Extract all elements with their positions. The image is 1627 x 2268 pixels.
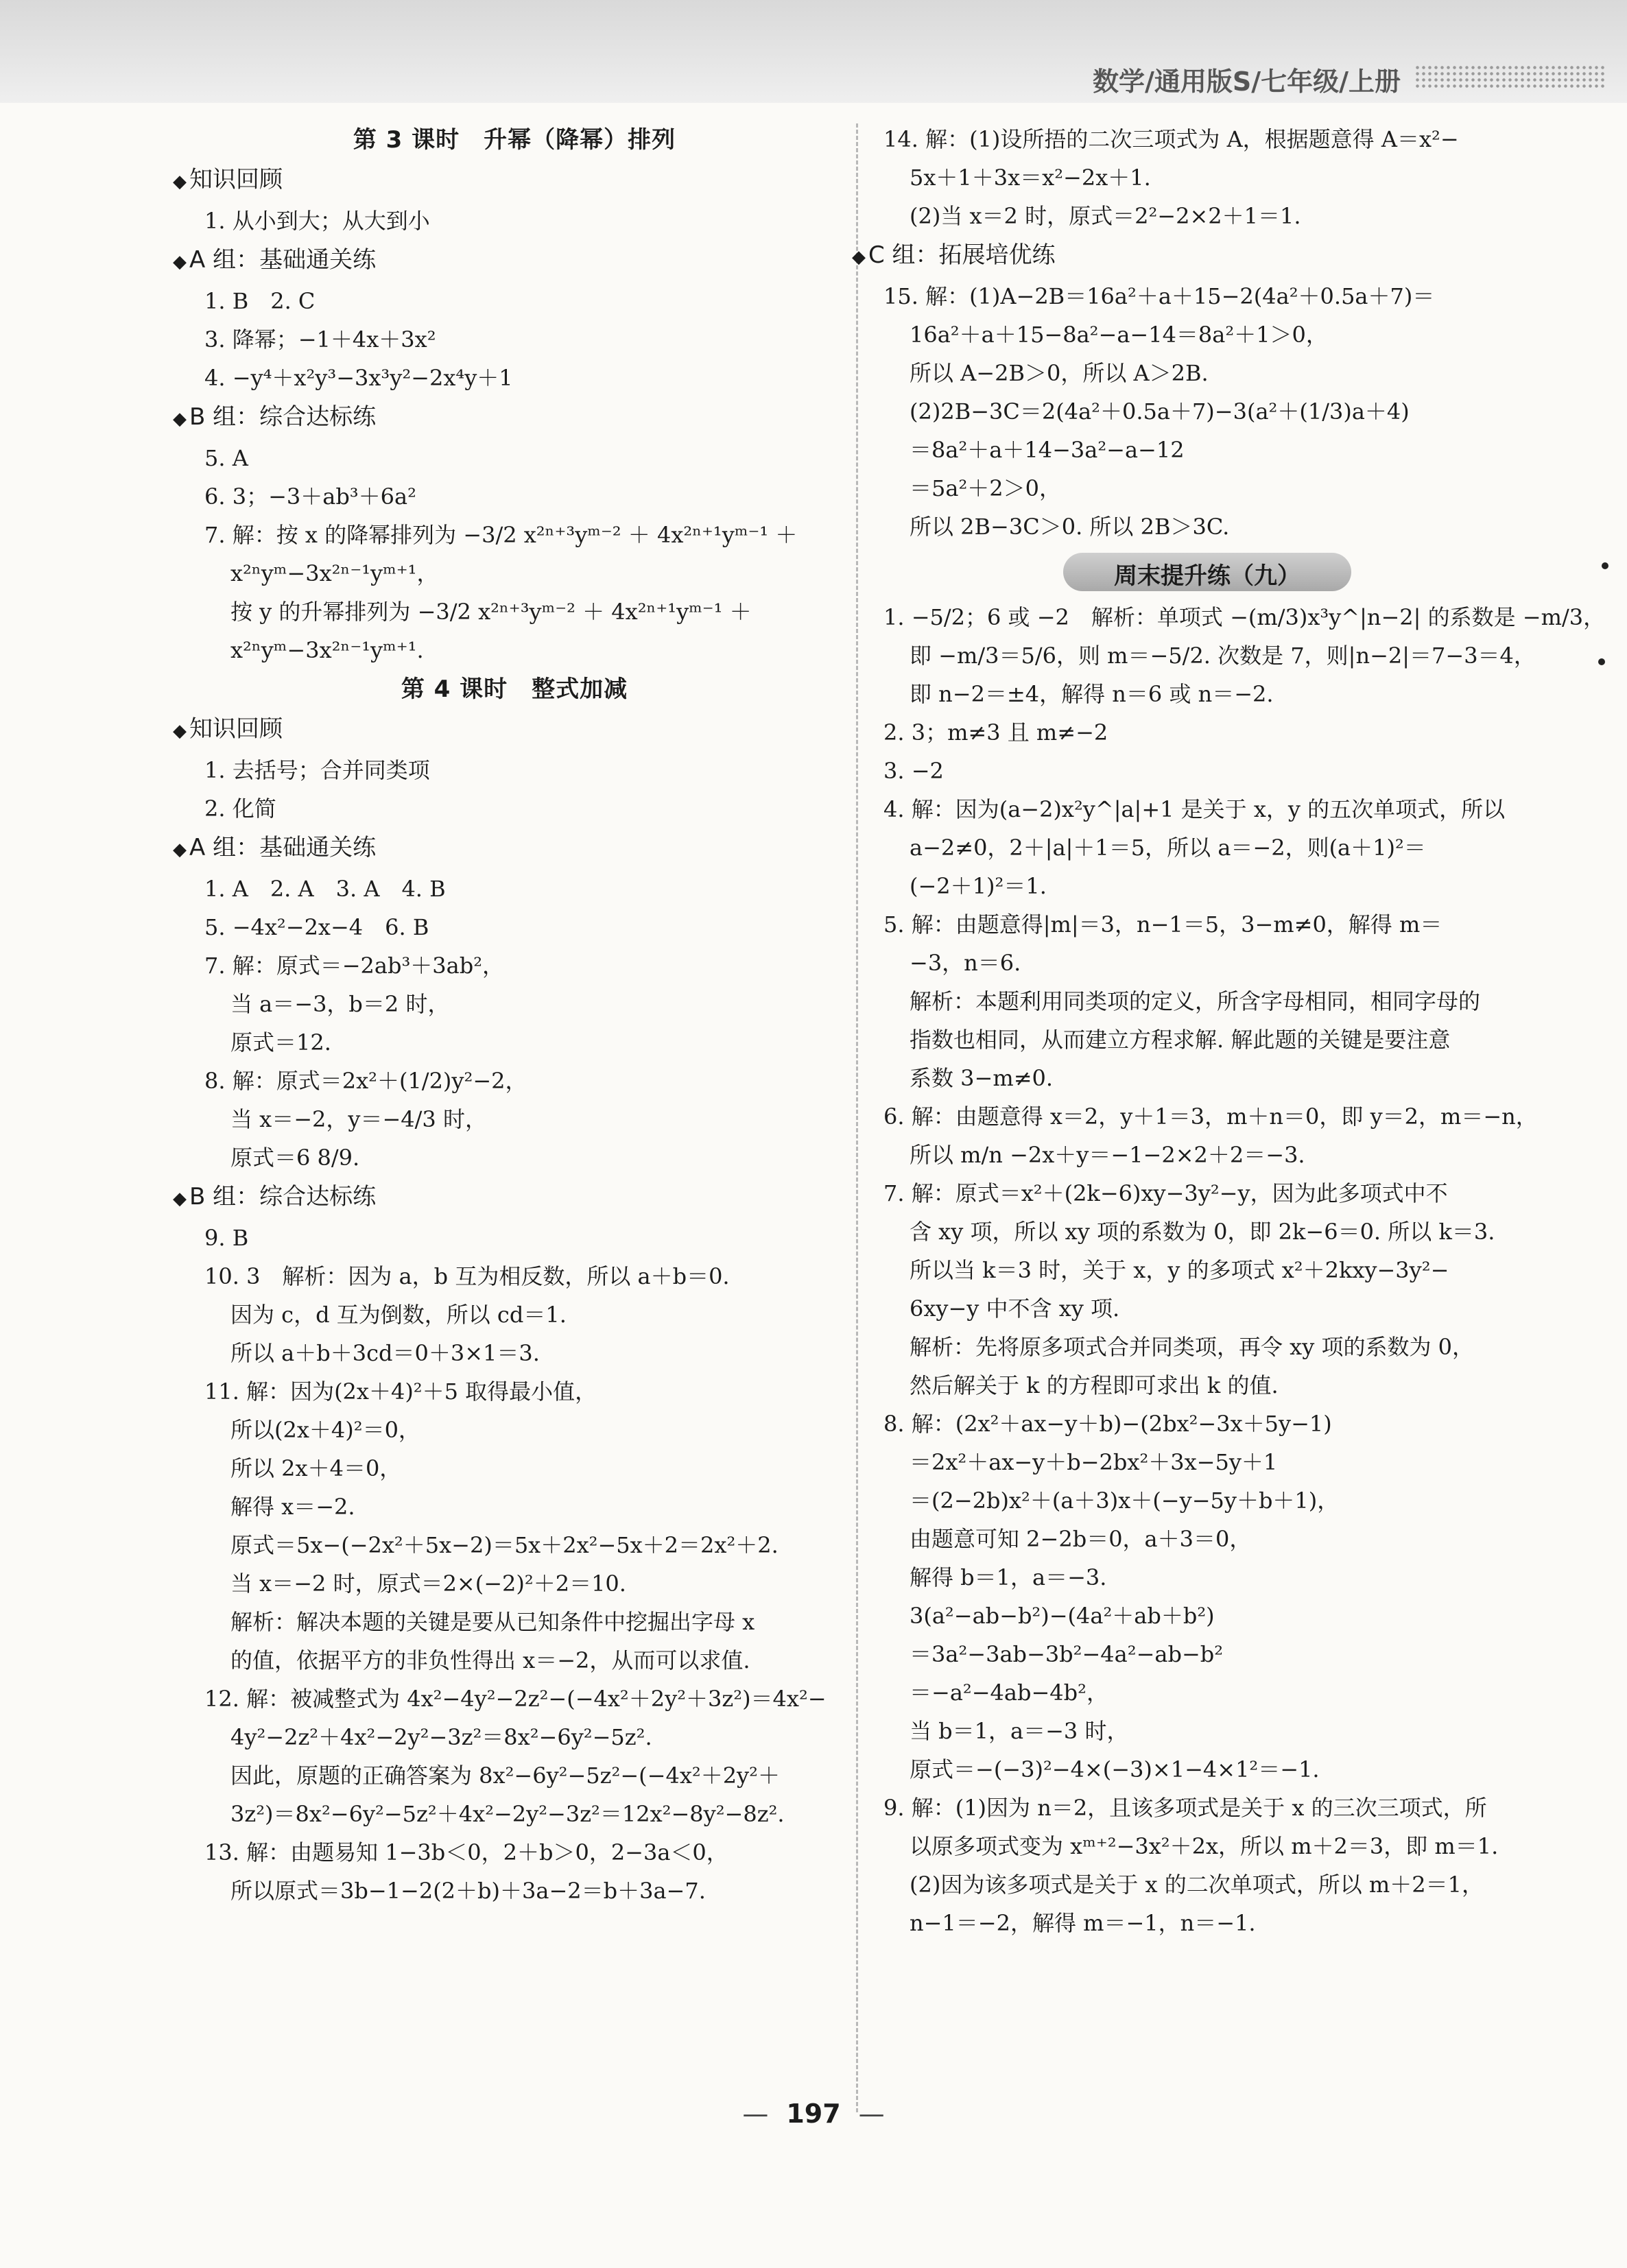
answer-item: 5. −4x²−2x−4 6. B bbox=[204, 914, 429, 940]
section-heading bbox=[173, 1177, 844, 1219]
answer-item: 7. 解：原式＝−2ab³＋3ab²， bbox=[204, 953, 505, 979]
answer-line: 解析：先将原多项式合并同类项，再令 xy 项的系数为 0， bbox=[910, 1334, 1475, 1360]
answer-line: 含 xy 项，所以 xy 项的系数为 0，即 2k−6＝0. 所以 k＝3. bbox=[910, 1219, 1495, 1245]
answer-line: 解得 x＝−2. bbox=[230, 1494, 355, 1520]
answer-line: 原式＝6 8/9. bbox=[230, 1145, 360, 1171]
answer-line: 当 b＝1，a＝−3 时， bbox=[910, 1718, 1129, 1744]
answer-line: 然后解关于 k 的方程即可求出 k 的值. bbox=[910, 1372, 1279, 1398]
answer-line: 原式＝−(−3)²−4×(−3)×1−4×1²＝−1. bbox=[910, 1756, 1320, 1782]
answer-item: 3. 降幂；−1＋4x＋3x² bbox=[204, 326, 436, 353]
answer-line: 3z²)＝8x²−6y²−5z²＋4x²−2y²−3z²＝12x²−8y²−8z². bbox=[230, 1801, 785, 1827]
banner-label: 周末提升练（九） bbox=[1114, 562, 1301, 590]
answer-item: 10. 3 解析：因为 a，b 互为相反数，所以 a＋b＝0. bbox=[204, 1263, 730, 1289]
answer-line: n−1＝−2，解得 m＝−1，n＝−1. bbox=[910, 1910, 1256, 1936]
answer-item: 1. A 2. A 3. A 4. B bbox=[204, 876, 446, 902]
diamond-icon: ◆ bbox=[173, 721, 187, 741]
answer-item: 7. 解：按 x 的降幂排列为 −3/2 x²ⁿ⁺³yᵐ⁻² ＋ 4x²ⁿ⁺¹yᵐ⁻¹ ＋ bbox=[204, 522, 798, 548]
answer-line: (−2＋1)²＝1. bbox=[910, 873, 1047, 899]
section-label: 知识回顾 bbox=[189, 715, 283, 743]
diamond-icon: ◆ bbox=[173, 1189, 187, 1209]
answer-line: ＝−a²−4ab−4b²， bbox=[910, 1680, 1108, 1706]
answer-item: 9. 解：(1)因为 n＝2，且该多项式是关于 x 的三次三项式，所 bbox=[883, 1795, 1487, 1821]
answer-item: 8. 解：(2x²＋ax−y＋b)−(2bx²−3x＋5y−1) bbox=[883, 1411, 1332, 1437]
diamond-icon: ◆ bbox=[173, 839, 187, 860]
answer-item: 6. 解：由题意得 x＝2，y＋1＝3，m＋n＝0，即 y＝2，m＝−n， bbox=[883, 1103, 1538, 1130]
weekend-practice-banner bbox=[1063, 553, 1351, 591]
answer-line: 由题意可知 2−2b＝0，a＋3＝0， bbox=[910, 1526, 1252, 1552]
answer-item: 11. 解：因为(2x＋4)²＋5 取得最小值， bbox=[204, 1378, 597, 1405]
section-heading bbox=[173, 709, 844, 751]
answer-line: 因为 c，d 互为倒数，所以 cd＝1. bbox=[230, 1302, 567, 1328]
section-heading bbox=[173, 240, 844, 282]
answer-item: 1. −5/2；6 或 −2 解析：单项式 −(m/3)x³y^|n−2| 的系数是 −m/3， bbox=[883, 604, 1606, 630]
diamond-icon: ◆ bbox=[173, 409, 187, 429]
answer-line: 即 n−2＝±4，解得 n＝6 或 n＝−2. bbox=[910, 681, 1274, 707]
answer-item: 5. 解：由题意得|m|＝3，n−1＝5，3−m≠0，解得 m＝ bbox=[883, 911, 1442, 938]
answer-line: 所以 2x＋4＝0， bbox=[230, 1455, 402, 1481]
answer-item: 4. −y⁴＋x²y³−3x³y²−2x⁴y＋1 bbox=[204, 365, 513, 391]
answer-item: 3. −2 bbox=[883, 758, 944, 784]
lesson-title: 第 3 课时 升幂（降幂）排列 bbox=[353, 126, 676, 154]
page-number: — 197 — bbox=[0, 2099, 1627, 2129]
answer-line: 即 −m/3＝5/6，则 m＝−5/2. 次数是 7，则|n−2|＝7−3＝4， bbox=[910, 643, 1536, 669]
answer-line: a−2≠0，2＋|a|＋1＝5，所以 a＝−2，则(a＋1)²＝ bbox=[910, 835, 1426, 861]
answer-line: 所以原式＝3b−1−2(2＋b)＋3a−2＝b＋3a−7. bbox=[230, 1878, 706, 1904]
answer-item: 12. 解：被减整式为 4x²−4y²−2z²−(−4x²＋2y²＋3z²)＝4x²− bbox=[204, 1686, 827, 1712]
answer-line: ＝(2−2b)x²＋(a＋3)x＋(−y−5y＋b＋1)， bbox=[910, 1488, 1340, 1514]
section-heading bbox=[173, 397, 844, 439]
answer-item: 15. 解：(1)A−2B＝16a²＋a＋15−2(4a²＋0.5a＋7)＝ bbox=[883, 283, 1435, 309]
answer-line: 所以 m/n −2x＋y＝−1−2×2＋2＝−3. bbox=[910, 1142, 1305, 1168]
answer-line: x²ⁿyᵐ−3x²ⁿ⁻¹yᵐ⁺¹， bbox=[230, 560, 439, 586]
answer-line: −3，n＝6. bbox=[910, 950, 1021, 976]
answer-item: 4. 解：因为(a−2)x²y^|a|+1 是关于 x，y 的五次单项式，所以 bbox=[883, 796, 1506, 822]
section-heading bbox=[173, 160, 844, 202]
section-label: A 组：基础通关练 bbox=[189, 834, 377, 861]
column-divider bbox=[856, 123, 858, 2112]
answer-line: (2)因为该多项式是关于 x 的二次单项式，所以 m＋2＝1， bbox=[910, 1872, 1484, 1898]
answer-item: 7. 解：原式＝x²＋(2k−6)xy−3y²−y，因为此多项式中不 bbox=[883, 1180, 1448, 1206]
section-label: C 组：拓展培优练 bbox=[868, 241, 1056, 269]
section-heading bbox=[173, 828, 844, 870]
answer-item: 2. 化简 bbox=[204, 796, 276, 822]
answer-line: ＝5a²＋2＞0， bbox=[910, 475, 1061, 501]
header-dot-pattern bbox=[1414, 64, 1606, 88]
answer-line: 按 y 的升幂排列为 −3/2 x²ⁿ⁺³yᵐ⁻² ＋ 4x²ⁿ⁺¹yᵐ⁻¹ ＋ bbox=[230, 599, 752, 625]
answer-line: ＝8a²＋a＋14−3a²−a−12 bbox=[910, 437, 1185, 463]
answer-line: 指数也相同，从而建立方程求解. 解此题的关键是要注意 bbox=[910, 1027, 1451, 1053]
answer-line: (2)2B−3C＝2(4a²＋0.5a＋7)−3(a²＋(1/3)a＋4) bbox=[910, 398, 1410, 425]
answer-line: 原式＝12. bbox=[230, 1029, 331, 1055]
right-column bbox=[852, 120, 1606, 1942]
answer-line: 所以 a＋b＋3cd＝0＋3×1＝3. bbox=[230, 1340, 540, 1366]
answer-line: 所以 2B−3C＞0. 所以 2B＞3C. bbox=[910, 514, 1230, 540]
answer-line: 系数 3−m≠0. bbox=[910, 1065, 1054, 1091]
answer-item: 1. 去括号；合并同类项 bbox=[204, 757, 430, 783]
answer-item: 5. A bbox=[204, 445, 248, 471]
answer-line: 当 x＝−2，y＝−4/3 时， bbox=[230, 1106, 487, 1132]
section-label: A 组：基础通关练 bbox=[189, 246, 377, 274]
answer-item: 1. B 2. C bbox=[204, 288, 316, 314]
answer-line: 6xy−y 中不含 xy 项. bbox=[910, 1296, 1120, 1322]
left-column bbox=[173, 120, 844, 1910]
answer-item: 2. 3；m≠3 且 m≠−2 bbox=[883, 719, 1108, 745]
answer-line: 所以(2x＋4)²＝0， bbox=[230, 1417, 420, 1443]
answer-line: (2)当 x＝2 时，原式＝2²−2×2＋1＝1. bbox=[910, 203, 1301, 229]
answer-line: 4y²−2z²＋4x²−2y²−3z²＝8x²−6y²−5z². bbox=[230, 1724, 652, 1750]
answer-line: 原式＝5x−(−2x²＋5x−2)＝5x＋2x²−5x＋2＝2x²＋2. bbox=[230, 1532, 779, 1558]
answer-item: 9. B bbox=[204, 1225, 249, 1251]
diamond-icon: ◆ bbox=[852, 247, 866, 267]
answer-line: 3(a²−ab−b²)−(4a²＋ab＋b²) bbox=[910, 1603, 1215, 1629]
header-title: 数学/通用版S/七年级/上册 bbox=[1092, 67, 1401, 97]
section-label: 知识回顾 bbox=[189, 166, 283, 193]
answer-line: 解得 b＝1，a＝−3. bbox=[910, 1564, 1107, 1590]
answer-line: ＝2x²＋ax−y＋b−2bx²＋3x−5y＋1 bbox=[910, 1449, 1278, 1475]
answer-line: 当 x＝−2 时，原式＝2×(−2)²＋2＝10. bbox=[230, 1571, 626, 1597]
answer-line: 解析：本题利用同类项的定义，所含字母相同，相同字母的 bbox=[910, 988, 1481, 1014]
margin-dot bbox=[1602, 562, 1608, 569]
answer-line: 所以当 k＝3 时，关于 x，y 的多项式 x²＋2kxy−3y²− bbox=[910, 1257, 1449, 1283]
margin-dot bbox=[1598, 658, 1605, 665]
answer-item: 14. 解：(1)设所捂的二次三项式为 A，根据题意得 A＝x²− bbox=[883, 126, 1459, 152]
answer-line: x²ⁿyᵐ−3x²ⁿ⁻¹yᵐ⁺¹. bbox=[230, 637, 424, 663]
answer-line: 16a²＋a＋15−8a²−a−14＝8a²＋1＞0， bbox=[910, 322, 1328, 348]
diamond-icon: ◆ bbox=[173, 171, 187, 192]
answer-line: 以原多项式变为 xᵐ⁺²−3x²＋2x，所以 m＋2＝3，即 m＝1. bbox=[910, 1833, 1499, 1859]
section-heading bbox=[852, 235, 1536, 277]
answer-item: 1. 从小到大；从大到小 bbox=[204, 208, 430, 234]
answer-line: 所以 A−2B＞0，所以 A＞2B. bbox=[910, 360, 1209, 386]
answer-line: 的值，依据平方的非负性得出 x＝−2，从而可以求值. bbox=[230, 1647, 750, 1673]
diamond-icon: ◆ bbox=[173, 252, 187, 272]
answer-line: 5x＋1＋3x＝x²−2x＋1. bbox=[910, 165, 1151, 191]
section-label: B 组：综合达标练 bbox=[189, 1183, 377, 1210]
answer-line: 因此，原题的正确答案为 8x²−6y²−5z²−(−4x²＋2y²＋ bbox=[230, 1763, 780, 1789]
section-label: B 组：综合达标练 bbox=[189, 403, 377, 431]
answer-item: 8. 解：原式＝2x²＋(1/2)y²−2， bbox=[204, 1068, 527, 1094]
answer-line: ＝3a²−3ab−3b²−4a²−ab−b² bbox=[910, 1641, 1224, 1667]
answer-line: 当 a＝−3，b＝2 时， bbox=[230, 991, 450, 1017]
answer-item: 6. 3；−3＋ab³＋6a² bbox=[204, 484, 416, 510]
answer-item: 13. 解：由题易知 1−3b＜0，2＋b＞0，2−3a＜0， bbox=[204, 1839, 728, 1865]
answer-line: 解析：解决本题的关键是要从已知条件中挖掘出字母 x bbox=[230, 1609, 755, 1635]
lesson-title: 第 4 课时 整式加减 bbox=[401, 676, 628, 703]
